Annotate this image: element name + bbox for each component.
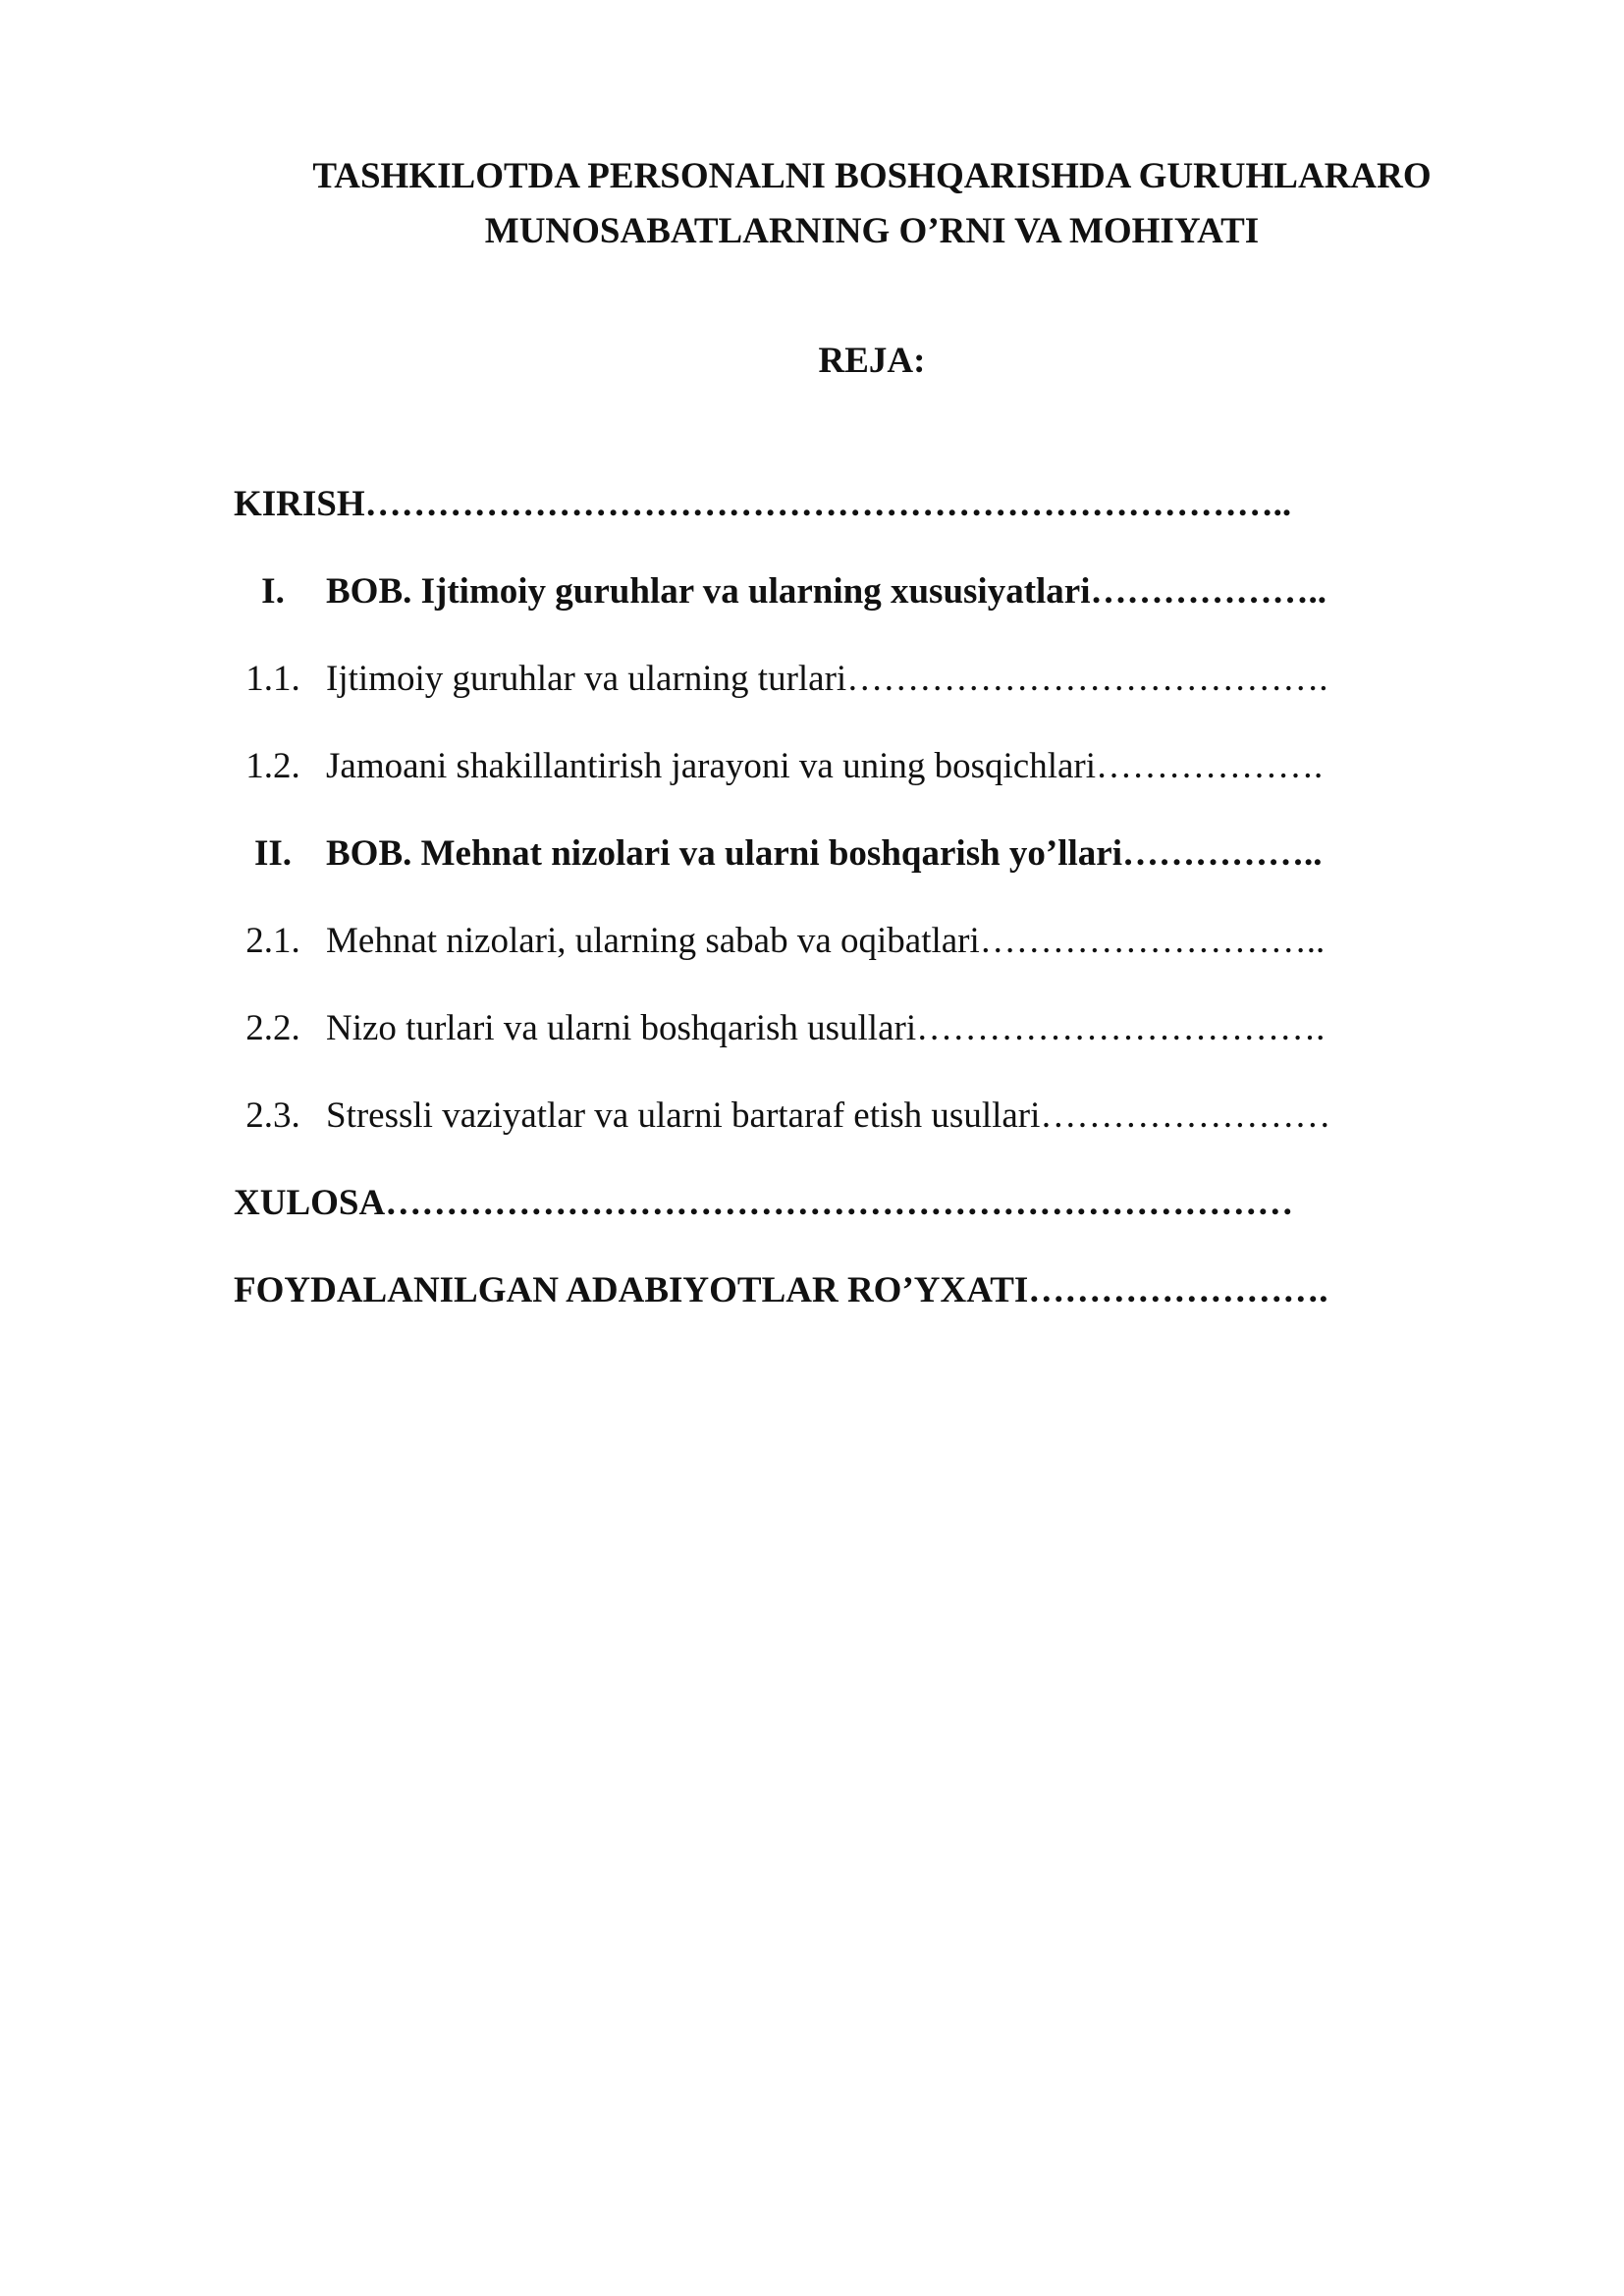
toc-entry-text: Nizo turlari va ularni boshqarish usullari……………………………. [326, 1008, 1326, 1048]
toc-entry-number: II. [253, 833, 293, 874]
toc-entry-number: 1.2. [245, 746, 300, 786]
plan-heading: REJA: [818, 341, 926, 381]
toc-entry-text: Jamoani shakillantirish jarayoni va uning bosqichlari………………. [326, 746, 1324, 786]
toc-entry-text: BOB. Ijtimoiy guruhlar va ularning xususiyatlari……………….. [326, 571, 1326, 612]
title-line-1: TASHKILOTDA PERSONALNI BOSHQARISHDA GURUHLARARO [312, 156, 1432, 196]
toc-entry-text: BOB. Mehnat nizolari va ularni boshqarish yo’llari…………….. [326, 833, 1323, 874]
title-line-2: MUNOSABATLARNING O’RNI VA MOHIYATI [484, 211, 1260, 251]
toc-entry-number: 2.2. [245, 1008, 300, 1048]
toc-entry-number: 1.1. [245, 659, 300, 699]
document-title [234, 149, 1510, 259]
toc-entry-text: FOYDALANILGAN ADABIYOTLAR RO’YXATI……………………. [234, 1270, 1328, 1310]
toc-entry-number: 2.3. [245, 1095, 300, 1136]
toc-entry-text: XULOSA………………………………………………………………… [234, 1183, 1294, 1223]
toc-entry-text: Mehnat nizolari, ularning sabab va oqibatlari……………………….. [326, 921, 1326, 961]
toc-entry-text: Ijtimoiy guruhlar va ularning turlari…………………………………. [326, 659, 1328, 699]
toc-entry-number: I. [261, 571, 285, 612]
toc-entry-text: KIRISH………………………………………………………………….. [234, 484, 1292, 524]
toc-entry-text: Stressli vaziyatlar va ularni bartaraf etish usullari…………………… [326, 1095, 1331, 1136]
toc-entry-number: 2.1. [245, 921, 300, 961]
